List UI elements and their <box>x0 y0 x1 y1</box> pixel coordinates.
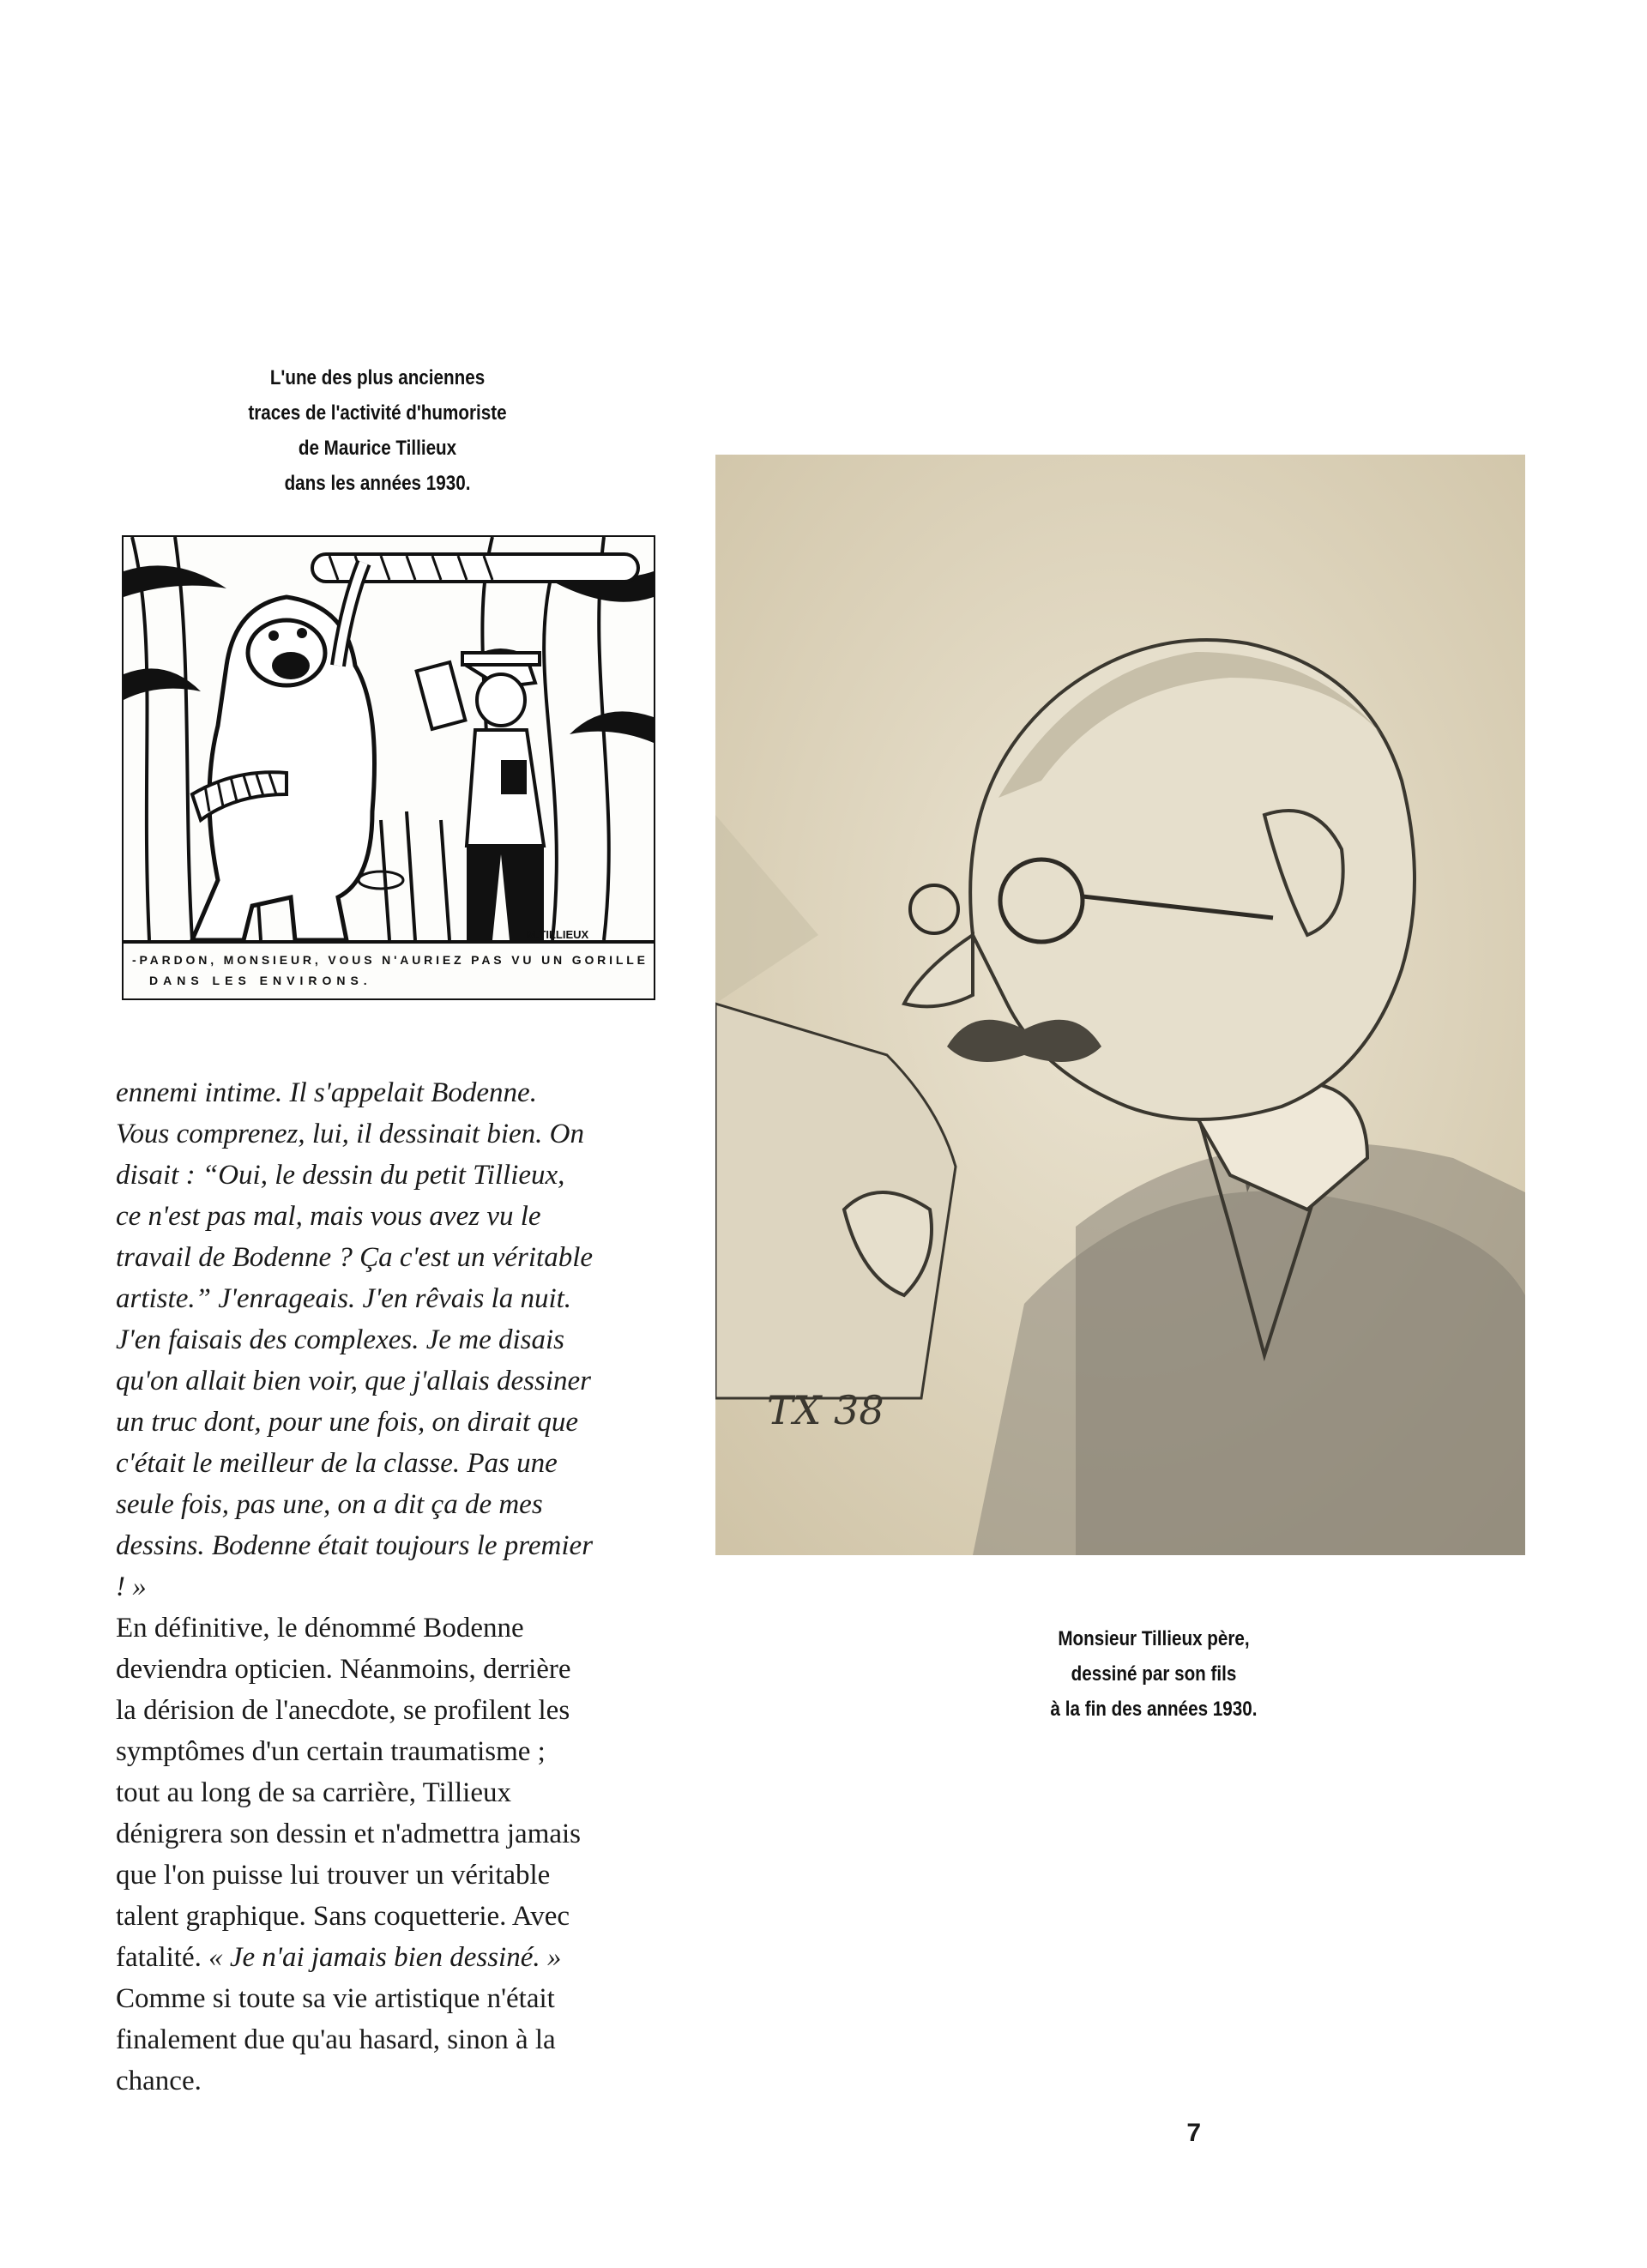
body-paragraph <box>116 1608 596 2102</box>
gorilla-cartoon-image <box>122 535 655 1000</box>
caption-line: à la fin des années 1930. <box>1050 1698 1258 1721</box>
cartoon-caption-line: -PARDON, MONSIEUR, VOUS N'AURIEZ PAS VU UN GORILLE <box>132 953 645 967</box>
inline-quote: « Je n'ai jamais bien dessiné. » <box>208 1942 562 1973</box>
portrait-drawing-image <box>715 455 1525 1555</box>
quote-paragraph: ennemi intime. Il s'appelait Bodenne. Vous comprenez, lui, il dessinait bien. On disait : “Oui, le dessin du petit Tillieux, ce n'est pas mal, mais vous avez vu le travail de Bodenne ? Ça c'est un véritable artiste.” J'enrageais. J'en rêvais la nuit. J'en faisais des complexes. Je me disais qu'on allait bien voir, que j'allais dessiner un truc dont, pour une fois, on dirait que c'était le meilleur de la classe. Pas une seule fois, pas une, on a dit ça de mes dessins. Bodenne était toujours le premier ! » <box>116 1077 594 1602</box>
article-body <box>116 1072 596 2102</box>
caption-line: Monsieur Tillieux père, <box>1058 1627 1250 1650</box>
caption-line: dans les années 1930. <box>284 472 471 495</box>
caption-cartoon <box>230 360 525 501</box>
body-text-before: En définitive, le dénommé Bodenne deviendra opticien. Néanmoins, derrière la dérision de l'anecdote, se profilent les symptômes d'un certain traumatisme ; tout au long de sa carrière, Tillieux dénigrera son dessin et n'admettra jamais que l'on puisse lui trouver un véritable talent graphique. Sans coquetterie. Avec fatalité. <box>116 1613 582 1973</box>
caption-portrait <box>1014 1621 1294 1727</box>
caption-line: L'une des plus anciennes <box>269 366 486 389</box>
body-text-after: Comme si toute sa vie artistique n'était finalement due qu'au hasard, sinon à la chance. <box>116 1983 556 2096</box>
caption-line: traces de l'activité d'humoriste <box>248 401 507 425</box>
portrait-signature: TX 38 <box>767 1387 884 1433</box>
caption-line: de Maurice Tillieux <box>298 437 457 460</box>
cartoon-caption-line: DANS LES ENVIRONS. <box>149 974 372 987</box>
page-number: 7 <box>1186 2119 1201 2147</box>
caption-line: dessiné par son fils <box>1071 1662 1237 1686</box>
cartoon-signature: M.TILLIEUX <box>527 928 589 941</box>
